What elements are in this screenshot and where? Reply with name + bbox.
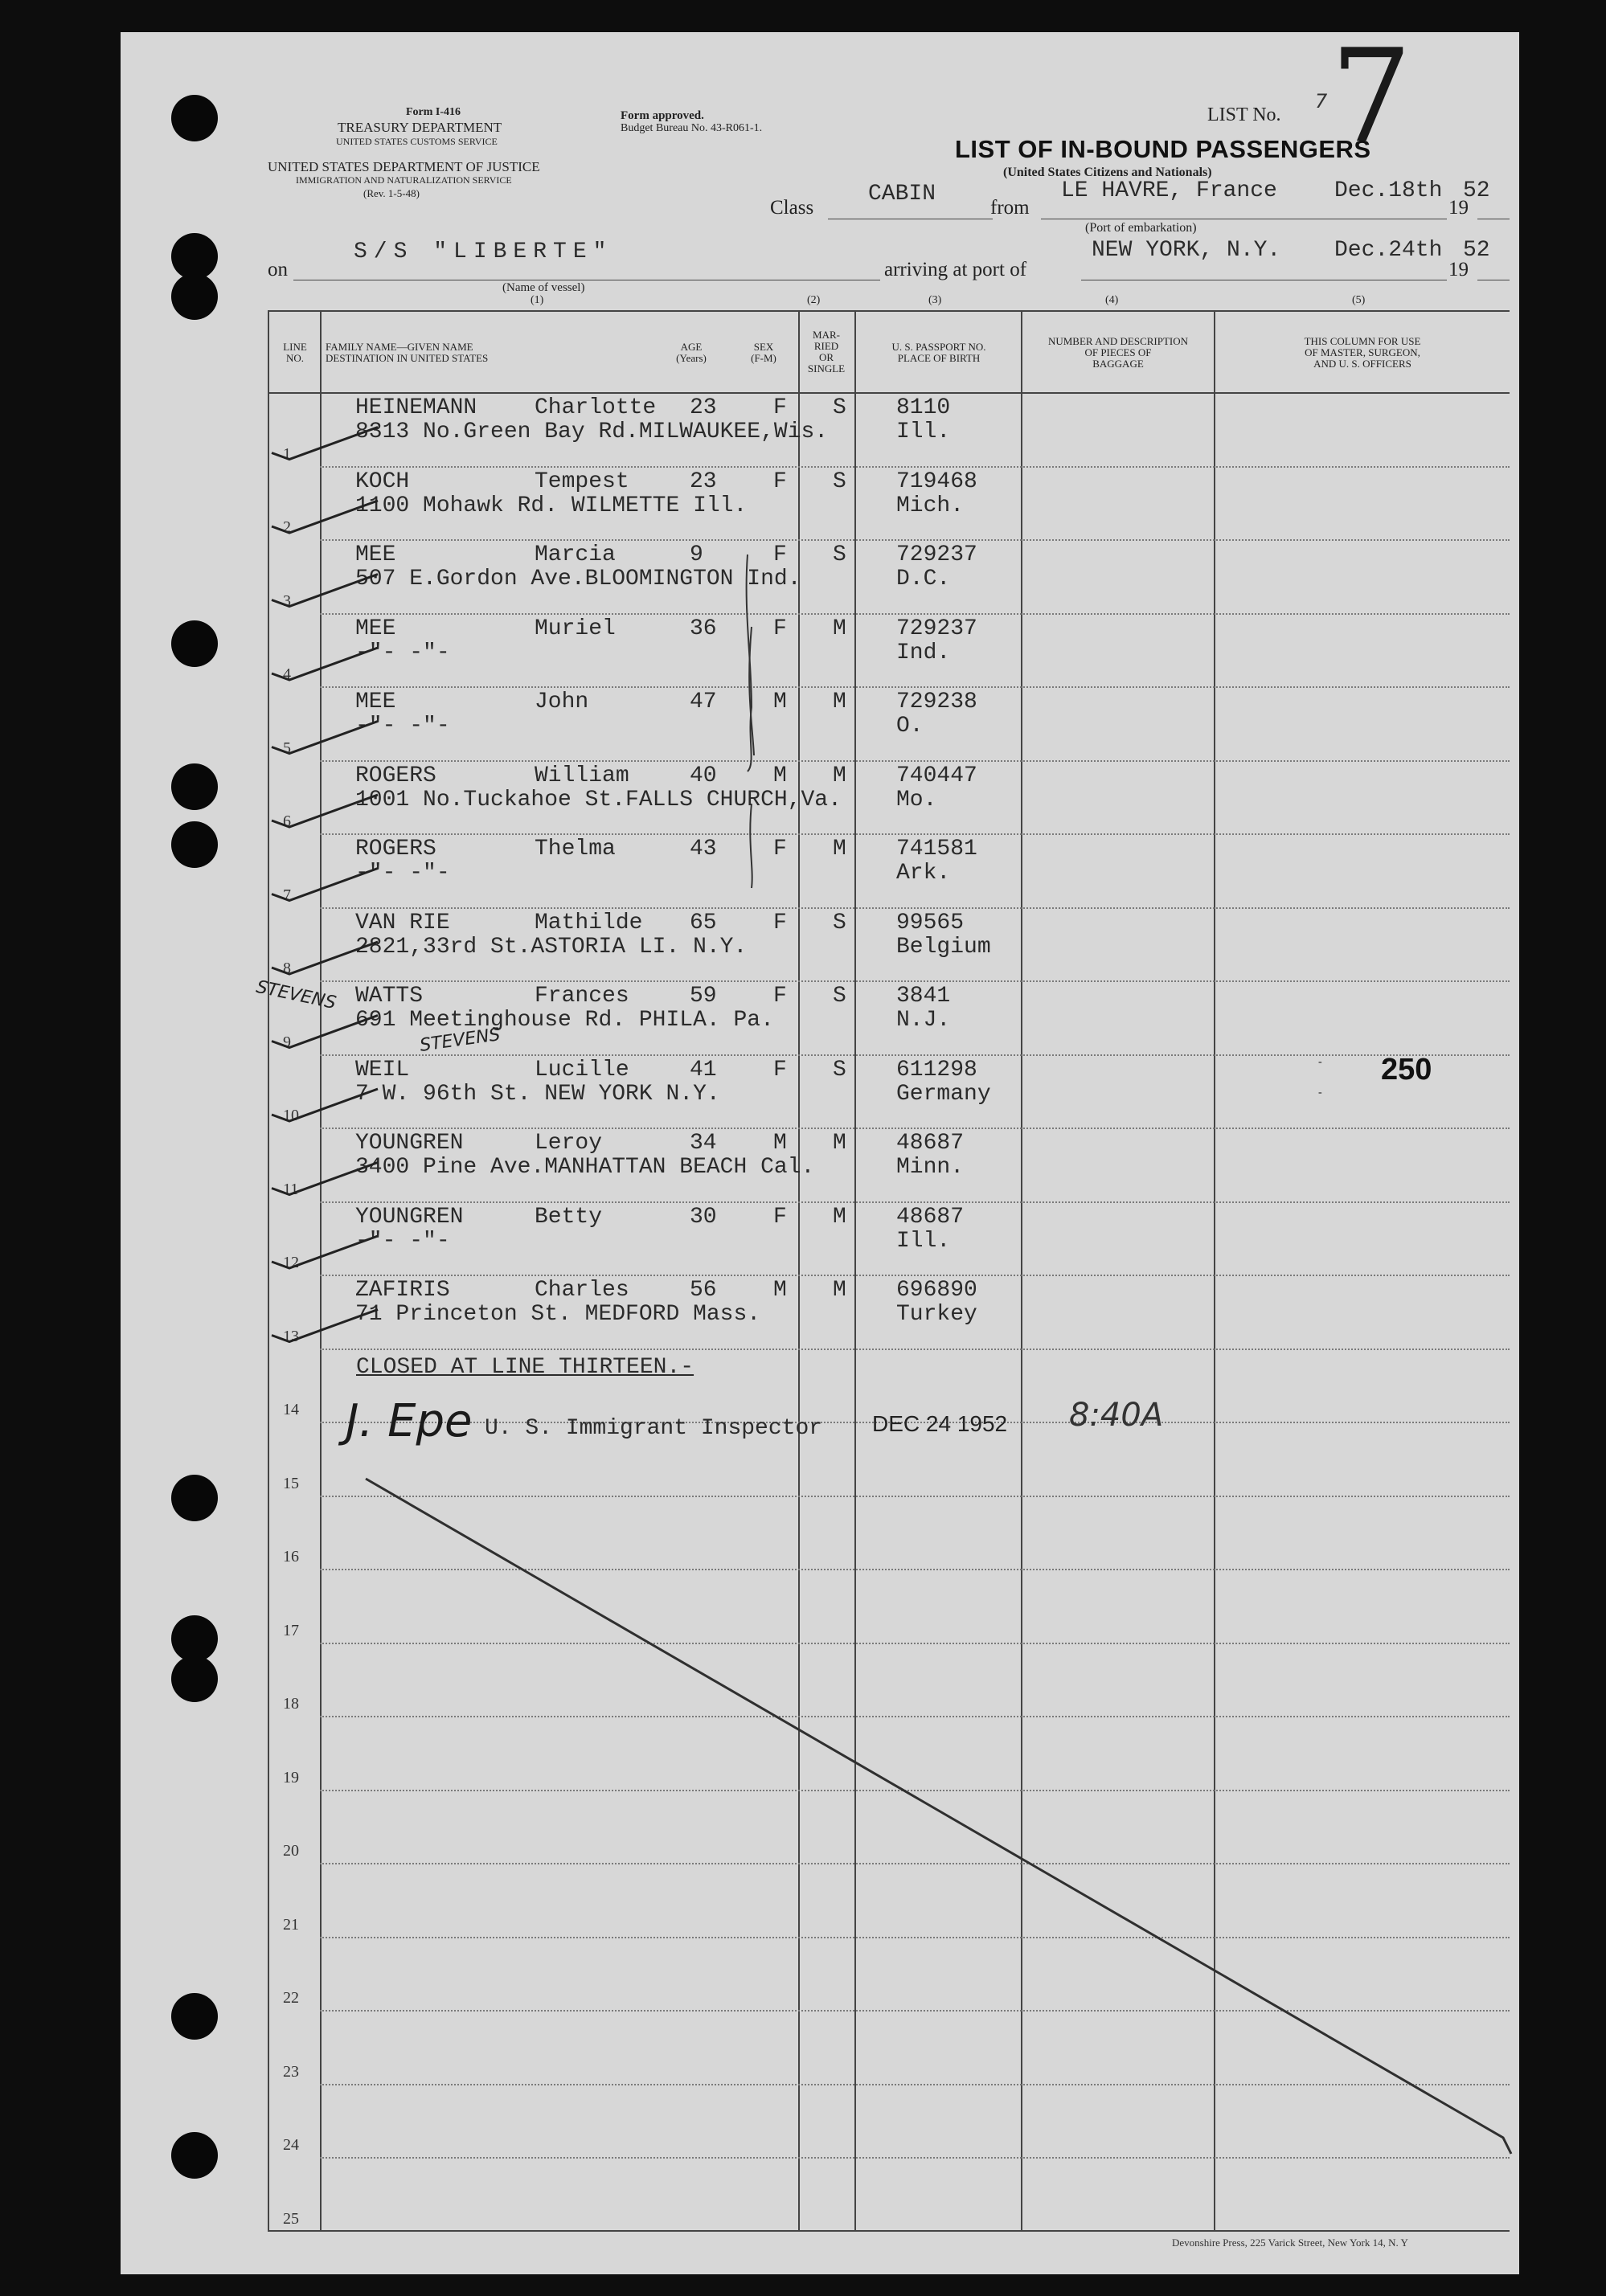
cell-age: 9 [690,542,703,567]
cell-ms: M [833,1278,846,1303]
cell-birth: O. [896,714,924,739]
line-number: 15 [283,1474,299,1492]
cell-age: 23 [690,469,717,494]
officer-mark: - [1318,1056,1322,1068]
vessel-name: S/S "LIBERTE" [354,239,613,264]
check-mark [272,501,378,533]
line-number: 2 [283,518,291,536]
cell-birth: Ark. [896,861,951,886]
cell-birth: Ill. [896,420,951,444]
cell-age: 30 [690,1204,717,1230]
cell-dest: -"- -"- [355,714,450,739]
cell-sex: F [773,1204,787,1230]
cell-dest: 1100 Mohawk Rd. WILMETTE Ill. [355,493,748,518]
cell-age: 43 [690,837,717,862]
cell-age: 47 [690,690,717,714]
cell-ms: S [833,984,846,1009]
cell-ms: M [833,1204,846,1230]
cell-passport: 719468 [896,469,977,494]
header-name: FAMILY NAME—GIVEN NAME DESTINATION IN UNITED STATES [326,341,489,364]
cell-given: Charlotte [535,395,657,420]
cell-age: 40 [690,763,717,788]
cell-ms: M [833,690,846,714]
from-label: from [990,197,1030,219]
check-mark [272,1163,378,1195]
cell-sex: M [773,690,787,714]
line-number: 8 [283,960,291,977]
handwritten-stevens-1: STEVENS [254,976,338,1014]
cell-given: Betty [535,1204,603,1230]
arrival-date: Dec.24th [1334,238,1443,263]
cell-sex: F [773,984,787,1009]
embark-year-prefix: 19 [1448,197,1469,219]
cell-ms: S [833,395,846,420]
cell-sex: F [773,1057,787,1083]
printer-footer: Devonshire Press, 225 Varick Street, New York 14, N. Y [1172,2237,1408,2249]
cell-passport: 48687 [896,1204,965,1230]
check-mark [272,428,378,460]
embark-date: Dec.18th [1334,178,1443,203]
cell-family: MEE [355,542,396,567]
date-stamp: DEC 24 1952 [872,1411,1008,1436]
line-number: 19 [283,1768,299,1786]
list-number-large: 7 [1330,21,1412,171]
cell-passport: 611298 [896,1057,977,1083]
cell-family: MEE [355,616,396,641]
cell-given: William [535,763,629,788]
cell-family: ROGERS [355,837,436,862]
cell-family: HEINEMANN [355,395,477,420]
check-mark [272,1089,378,1121]
inspector-title: U. S. Immigrant Inspector [485,1416,823,1441]
cell-given: Tempest [535,469,629,494]
cell-dest: 507 E.Gordon Ave.BLOOMINGTON Ind. [355,567,801,591]
arrival-year: 52 [1463,238,1490,263]
cell-sex: F [773,395,787,420]
budget-bureau: Budget Bureau No. 43-R061-1. [621,122,763,134]
cell-family: MEE [355,690,396,714]
cell-given: Mathilde [535,910,643,935]
col-number-2: (2) [807,294,821,306]
header-age: AGE (Years) [676,341,707,364]
cell-sex: M [773,1278,787,1303]
cell-sex: M [773,1131,787,1156]
line-number: 9 [283,1033,291,1051]
cell-birth: Turkey [896,1302,977,1327]
line-number: 6 [283,812,291,830]
check-mark [272,1016,378,1048]
check-mark [272,942,378,974]
check-mark [272,722,378,754]
cell-passport: 8110 [896,395,951,420]
cell-dest: -"- -"- [355,1228,450,1254]
cell-family: ZAFIRIS [355,1278,450,1303]
line-number: 24 [283,2136,299,2154]
arrival-year-prefix: 19 [1448,259,1469,280]
line-number: 13 [283,1327,299,1345]
header-sex: SEX (F-M) [751,341,776,364]
line-number: 17 [283,1621,299,1639]
on-label: on [268,259,288,280]
cell-age: 36 [690,616,717,641]
form-number: Form I-416 [406,106,461,118]
customs-service: UNITED STATES CUSTOMS SERVICE [336,136,498,147]
col-number-3: (3) [928,294,942,306]
cell-family: VAN RIE [355,910,450,935]
cell-ms: M [833,763,846,788]
cell-given: Thelma [535,837,616,862]
check-mark [272,1236,378,1268]
line-number: 3 [283,591,291,610]
handwritten-time: 8:40A [1069,1397,1164,1434]
cell-birth: Mo. [896,787,937,812]
embark-port: LE HAVRE, France [1061,178,1277,203]
cell-passport: 741581 [896,837,977,862]
page-subtitle: (United States Citizens and Nationals) [1003,166,1212,179]
cell-given: Marcia [535,542,616,567]
check-mark [272,575,378,607]
cell-age: 56 [690,1278,717,1303]
check-mark [272,1310,378,1342]
ins-service: IMMIGRATION AND NATURALIZATION SERVICE [296,174,512,186]
cell-dest: 691 Meetinghouse Rd. PHILA. Pa. [355,1008,774,1033]
cell-birth: Minn. [896,1155,965,1180]
page-title: LIST OF IN-BOUND PASSENGERS [955,135,1371,163]
cell-sex: F [773,616,787,641]
check-mark [272,795,378,827]
cell-birth: Mich. [896,493,965,518]
cell-family: KOCH [355,469,410,494]
cell-sex: F [773,542,787,567]
cell-dest: 2821,33rd St.ASTORIA LI. N.Y. [355,934,748,960]
cell-ms: M [833,1131,846,1156]
col-number-5: (5) [1352,294,1366,306]
cell-dest: 1001 No.Tuckahoe St.FALLS CHURCH,Va. [355,787,842,812]
cell-passport: 99565 [896,910,965,935]
cell-birth: Belgium [896,934,991,960]
vessel-caption: (Name of vessel) [502,281,585,294]
handwritten-stevens-2: STEVENS [418,1025,502,1056]
cell-ms: S [833,469,846,494]
cell-ms: S [833,910,846,935]
line-number: 16 [283,1548,299,1565]
cell-dest: 3400 Pine Ave.MANHATTAN BEACH Cal. [355,1155,815,1180]
cell-passport: 3841 [896,984,951,1009]
cell-age: 23 [690,395,717,420]
line-number: 1 [283,444,291,463]
cell-age: 59 [690,984,717,1009]
cell-birth: Germany [896,1081,991,1107]
class-value: CABIN [868,182,936,207]
line-number: 20 [283,1842,299,1860]
line-number: 14 [283,1401,299,1418]
cell-passport: 48687 [896,1131,965,1156]
cell-sex: F [773,910,787,935]
form-approved: Form approved. [621,109,704,122]
cell-passport: 696890 [896,1278,977,1303]
justice-dept: UNITED STATES DEPARTMENT OF JUSTICE [268,159,540,174]
cell-ms: M [833,837,846,862]
cell-ms: S [833,542,846,567]
cell-family: ROGERS [355,763,436,788]
cell-passport: 740447 [896,763,977,788]
cell-age: 65 [690,910,717,935]
cell-passport: 729237 [896,542,977,567]
col-number-1: (1) [531,294,544,306]
list-no-label: LIST No. [1207,104,1281,125]
cell-age: 41 [690,1057,717,1083]
inspector-signature: J. Epe [346,1395,473,1447]
cell-birth: Ind. [896,640,951,665]
embark-caption: (Port of embarkation) [1085,221,1197,235]
cell-dest: -"- -"- [355,861,450,886]
revision: (Rev. 1-5-48) [363,187,420,199]
cell-family: WATTS [355,984,424,1009]
line-number: 5 [283,739,291,757]
line-number: 7 [283,886,291,904]
cell-birth: Ill. [896,1228,951,1254]
header-baggage: NUMBER AND DESCRIPTION OF PIECES OF BAGGAGE [1047,335,1189,370]
cell-family: WEIL [355,1057,410,1083]
cell-given: Leroy [535,1131,603,1156]
line-number: 12 [283,1254,299,1271]
cell-sex: M [773,763,787,788]
closed-note: CLOSED AT LINE THIRTEEN.- [356,1355,694,1380]
class-label: Class [770,197,814,219]
cell-birth: N.J. [896,1008,951,1033]
cell-family: YOUNGREN [355,1204,464,1230]
cell-passport: 729237 [896,616,977,641]
line-number: 25 [283,2209,299,2228]
cell-given: Muriel [535,616,616,641]
cell-given: John [535,690,589,714]
header-officers: THIS COLUMN FOR USE OF MASTER, SURGEON, AND U. S. OFFICERS [1304,335,1421,370]
cell-dest: -"- -"- [355,640,450,665]
list-number-small: 7 [1315,90,1328,113]
line-number: 10 [283,1107,299,1124]
line-number: 21 [283,1915,299,1934]
embark-year: 52 [1463,178,1490,203]
cell-given: Charles [535,1278,629,1303]
arriving-label: arriving at port of [884,259,1027,280]
officer-mark: - [1318,1087,1322,1099]
line-number: 11 [283,1180,299,1198]
treasury-dept: TREASURY DEPARTMENT [338,120,502,135]
cell-dest: 7 W. 96th St. NEW YORK N.Y. [355,1081,720,1107]
cell-family: YOUNGREN [355,1131,464,1156]
col-number-4: (4) [1105,294,1119,306]
cell-ms: M [833,616,846,641]
line-number: 4 [283,665,291,683]
officer-note: 250 [1381,1053,1432,1087]
line-number: 23 [283,2062,299,2081]
cell-given: Frances [535,984,629,1009]
cell-sex: F [773,837,787,862]
cell-dest: 8313 No.Green Bay Rd.MILWAUKEE,Wis. [355,420,829,444]
line-number: 18 [283,1695,299,1713]
header-passport: U. S. PASSPORT NO. PLACE OF BIRTH [891,341,986,364]
arrival-port: NEW YORK, N.Y. [1092,238,1281,263]
cell-sex: F [773,469,787,494]
check-mark [272,648,378,680]
header-line-no: LINE NO. [283,341,307,364]
cell-ms: S [833,1057,846,1083]
cell-passport: 729238 [896,690,977,714]
cell-age: 34 [690,1131,717,1156]
check-mark [272,869,378,901]
cell-birth: D.C. [896,567,951,591]
cell-given: Lucille [535,1057,629,1083]
header-married: MAR- RIED OR SINGLE [807,329,846,374]
cell-dest: 71 Princeton St. MEDFORD Mass. [355,1302,761,1327]
line-number: 22 [283,1989,299,2007]
